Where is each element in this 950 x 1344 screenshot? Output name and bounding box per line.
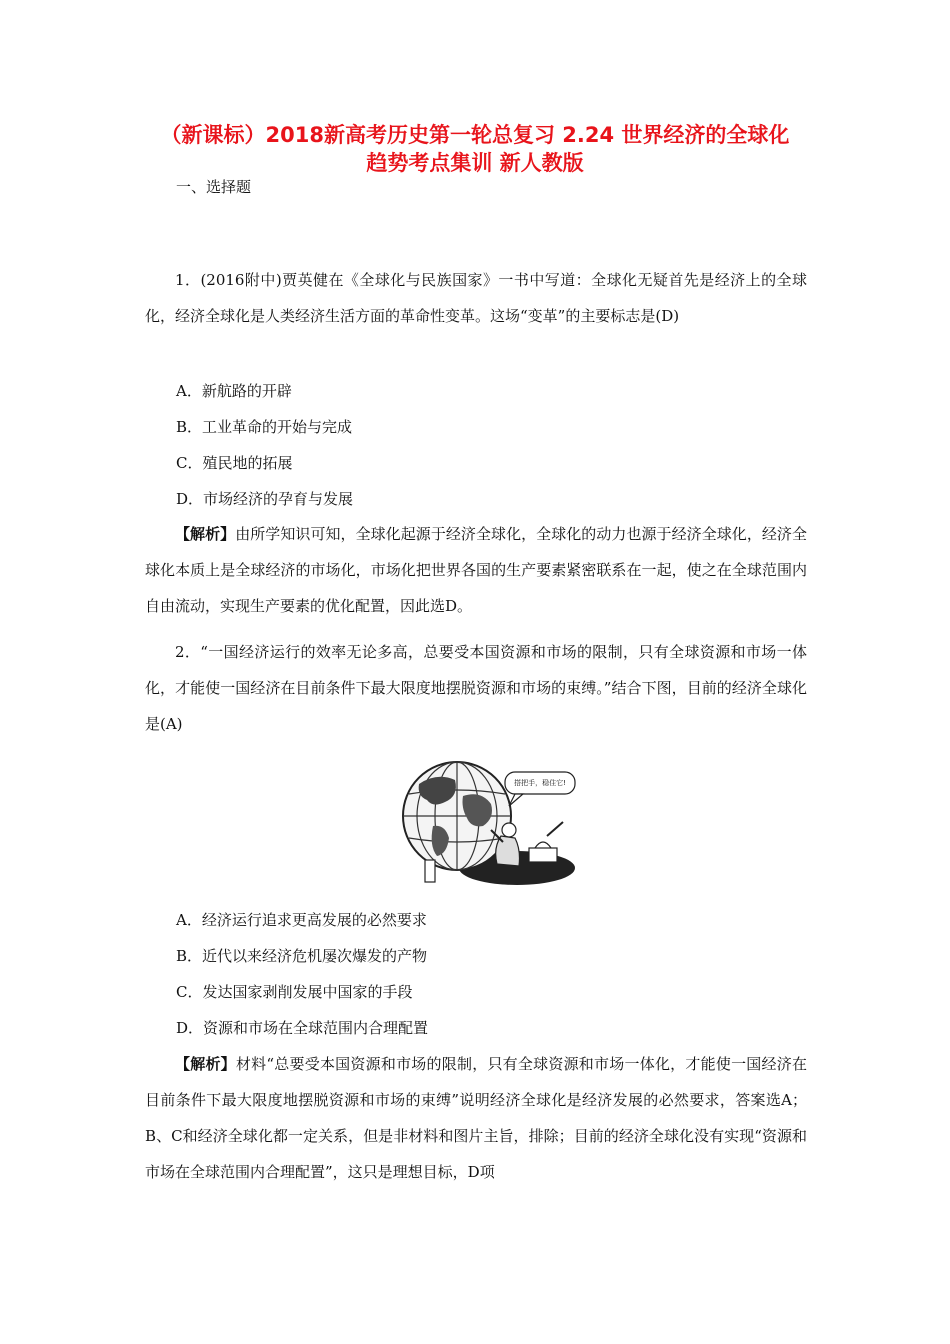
q2-analysis bbox=[145, 1046, 807, 1190]
title-line-1: （新课标）2018新高考历史第一轮总复习 2.24 世界经济的全球化 bbox=[160, 123, 790, 147]
globe-cartoon-figure bbox=[397, 756, 579, 892]
q2-option-a: A．经济运行追求更高发展的必然要求 bbox=[176, 911, 427, 929]
q1-analysis-label: 【解析】 bbox=[175, 525, 236, 543]
q1-stem: 1．(2016附中)贾英健在《全球化与民族国家》一书中写道：全球化无疑首先是经济上的全球化，经济全球化是人类经济生活方面的革命性变革。这场“变革”的主要标志是(D) bbox=[145, 271, 807, 325]
q2-stem: 2．“一国经济运行的效率无论多高，总要受本国资源和市场的限制，只有全球资源和市场一体化，才能使一国经济在目前条件下最大限度地摆脱资源和市场的束缚。”结合下图，目前的经济全球化是(A) bbox=[145, 643, 807, 733]
q2-option-c: C．发达国家剥削发展中国家的手段 bbox=[176, 983, 413, 1001]
q2-analysis-text: 材料“总要受本国资源和市场的限制，只有全球资源和市场一体化，才能使一国经济在目前条件下最大限度地摆脱资源和市场的束缚”说明经济全球化是经济发展的必然要求，答案选A；B、C和经济全球化都一定关系，但是非材料和图片主旨，排除；目前的经济全球化没有实现“资源和市场在全球范围内合理配置”，这只是理想目标，D项 bbox=[145, 1055, 807, 1181]
title-line-2: 趋势考点集训 新人教版 bbox=[366, 151, 584, 175]
section-heading: 一、选择题 bbox=[176, 178, 252, 196]
q2-option-b: B．近代以来经济危机屡次爆发的产物 bbox=[176, 947, 428, 965]
cartoon-speech-text: 搭把手，稳住它! bbox=[514, 779, 566, 787]
document-title bbox=[110, 121, 840, 177]
q1-analysis bbox=[145, 516, 807, 624]
q1-option-c: C．殖民地的拓展 bbox=[176, 454, 293, 472]
q2-option-d: D．资源和市场在全球范围内合理配置 bbox=[176, 1019, 429, 1037]
q2-analysis-label: 【解析】 bbox=[175, 1055, 236, 1073]
q1-analysis-text: 由所学知识可知，全球化起源于经济全球化，全球化的动力也源于经济全球化，经济全球化本质上是全球经济的市场化，市场化把世界各国的生产要素紧密联系在一起，使之在全球范围内自由流动，实现生产要素的优化配置，因此选D。 bbox=[145, 525, 807, 615]
q1-option-b: B．工业革命的开始与完成 bbox=[176, 418, 353, 436]
q1-option-a: A．新航路的开辟 bbox=[176, 382, 292, 400]
q1-option-d: D．市场经济的孕育与发展 bbox=[176, 490, 354, 508]
globe-cartoon-image bbox=[397, 756, 579, 892]
